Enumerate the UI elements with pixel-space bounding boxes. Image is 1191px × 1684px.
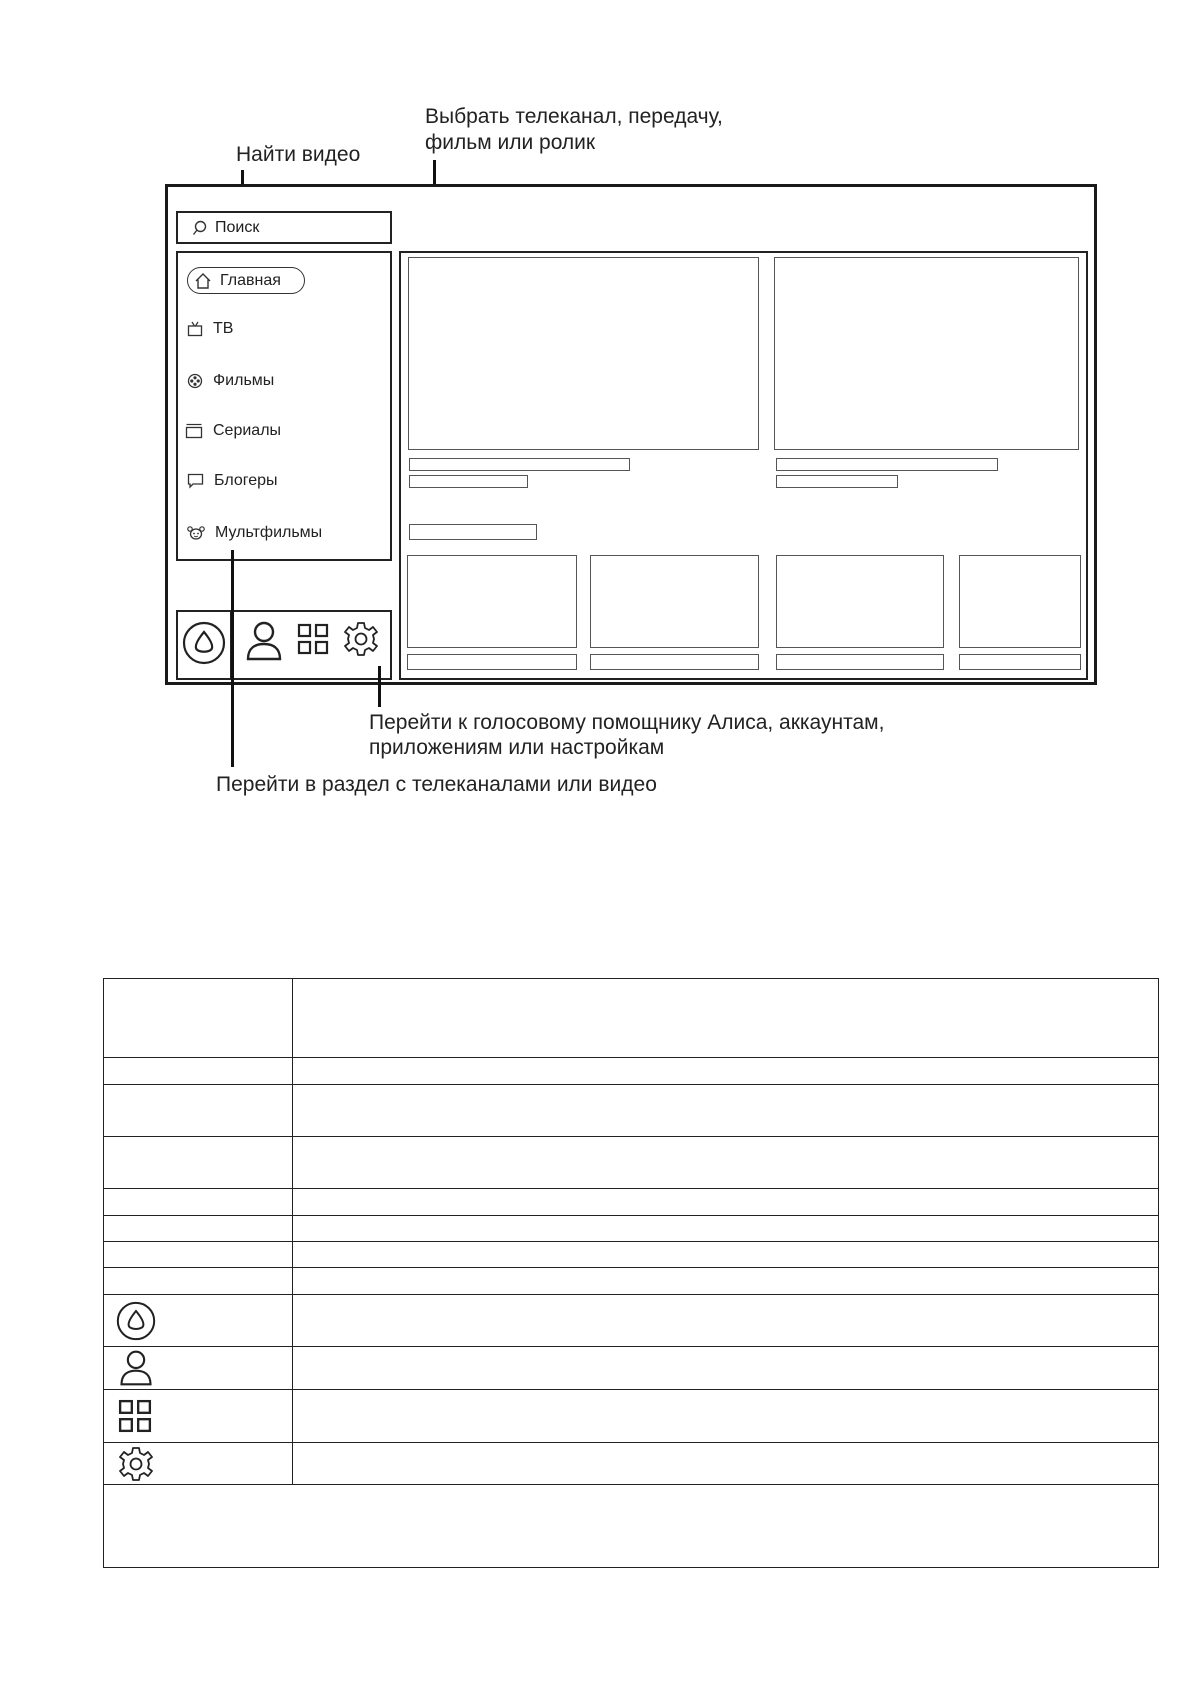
table-row <box>104 1347 1159 1390</box>
film-reel-icon <box>187 373 203 389</box>
series-stack-icon <box>185 423 203 439</box>
sidebar-item-label: Главная <box>220 271 281 289</box>
row-heading-bar <box>409 524 537 540</box>
alice-icon <box>116 1301 156 1341</box>
leader-line-sections <box>231 550 234 767</box>
table-row <box>104 1242 1159 1268</box>
apps-grid-icon[interactable] <box>297 623 329 655</box>
sidebar-item-series[interactable] <box>185 422 281 440</box>
video-card-title-bar <box>590 654 759 670</box>
account-icon <box>118 1349 154 1387</box>
leader-line-bottom-bar <box>378 666 381 707</box>
featured-card-1[interactable] <box>408 257 759 450</box>
table-row <box>104 1216 1159 1242</box>
sidebar-item-tv[interactable] <box>187 320 233 338</box>
table-row <box>104 1443 1159 1485</box>
video-card[interactable] <box>776 555 944 648</box>
video-card[interactable] <box>959 555 1081 648</box>
table-row <box>104 1390 1159 1443</box>
cartoon-face-icon <box>187 525 205 541</box>
sidebar-item-label: ТВ <box>213 320 234 337</box>
settings-gear-icon <box>118 1446 154 1482</box>
search-input[interactable] <box>176 211 392 244</box>
table-row <box>104 1085 1159 1137</box>
search-placeholder: Поиск <box>215 218 260 236</box>
search-icon <box>192 220 207 236</box>
table-row <box>104 1295 1159 1347</box>
account-icon[interactable] <box>245 620 283 662</box>
featured-card-2-title-bar <box>776 458 998 471</box>
legend-table <box>103 978 1159 1568</box>
home-icon <box>194 272 212 290</box>
table-row <box>104 1137 1159 1189</box>
table-row <box>104 979 1159 1058</box>
alice-icon[interactable] <box>182 621 226 665</box>
featured-card-1-title-bar <box>409 458 630 471</box>
sidebar-item-films[interactable] <box>187 372 274 390</box>
video-card[interactable] <box>590 555 759 648</box>
featured-card-1-subtitle-bar <box>409 475 528 488</box>
annotation-bottom-bar-line1: Перейти к голосовому помощнику Алиса, аккаунтам, <box>369 711 885 734</box>
apps-grid-icon <box>118 1399 152 1433</box>
speech-bubble-icon <box>187 473 204 489</box>
sidebar-item-label: Мультфильмы <box>215 524 323 541</box>
video-card-title-bar <box>959 654 1081 670</box>
annotation-bottom-bar-line2: приложениям или настройкам <box>369 736 665 759</box>
sidebar-item-label: Фильмы <box>213 372 275 389</box>
sidebar-item-home[interactable] <box>187 267 305 294</box>
annotation-content-line1: Выбрать телеканал, передачу, <box>425 105 723 128</box>
sidebar-panel <box>176 251 392 561</box>
video-card-title-bar <box>407 654 577 670</box>
settings-gear-icon[interactable] <box>343 621 379 657</box>
annotation-search: Найти видео <box>236 143 361 166</box>
annotation-sections: Перейти в раздел с телеканалами или видео <box>216 773 657 796</box>
tv-icon <box>187 321 203 337</box>
video-card[interactable] <box>407 555 577 648</box>
table-row <box>104 1485 1159 1568</box>
sidebar-item-cartoons[interactable] <box>187 524 322 542</box>
sidebar-item-label: Блогеры <box>214 472 278 489</box>
table-row <box>104 1268 1159 1295</box>
table-row <box>104 1189 1159 1216</box>
sidebar-item-label: Сериалы <box>213 422 282 439</box>
table-row <box>104 1058 1159 1085</box>
featured-card-2[interactable] <box>774 257 1079 450</box>
sidebar-item-bloggers[interactable] <box>187 472 278 490</box>
annotation-content-line2: фильм или ролик <box>425 131 596 154</box>
featured-card-2-subtitle-bar <box>776 475 898 488</box>
video-card-title-bar <box>776 654 944 670</box>
